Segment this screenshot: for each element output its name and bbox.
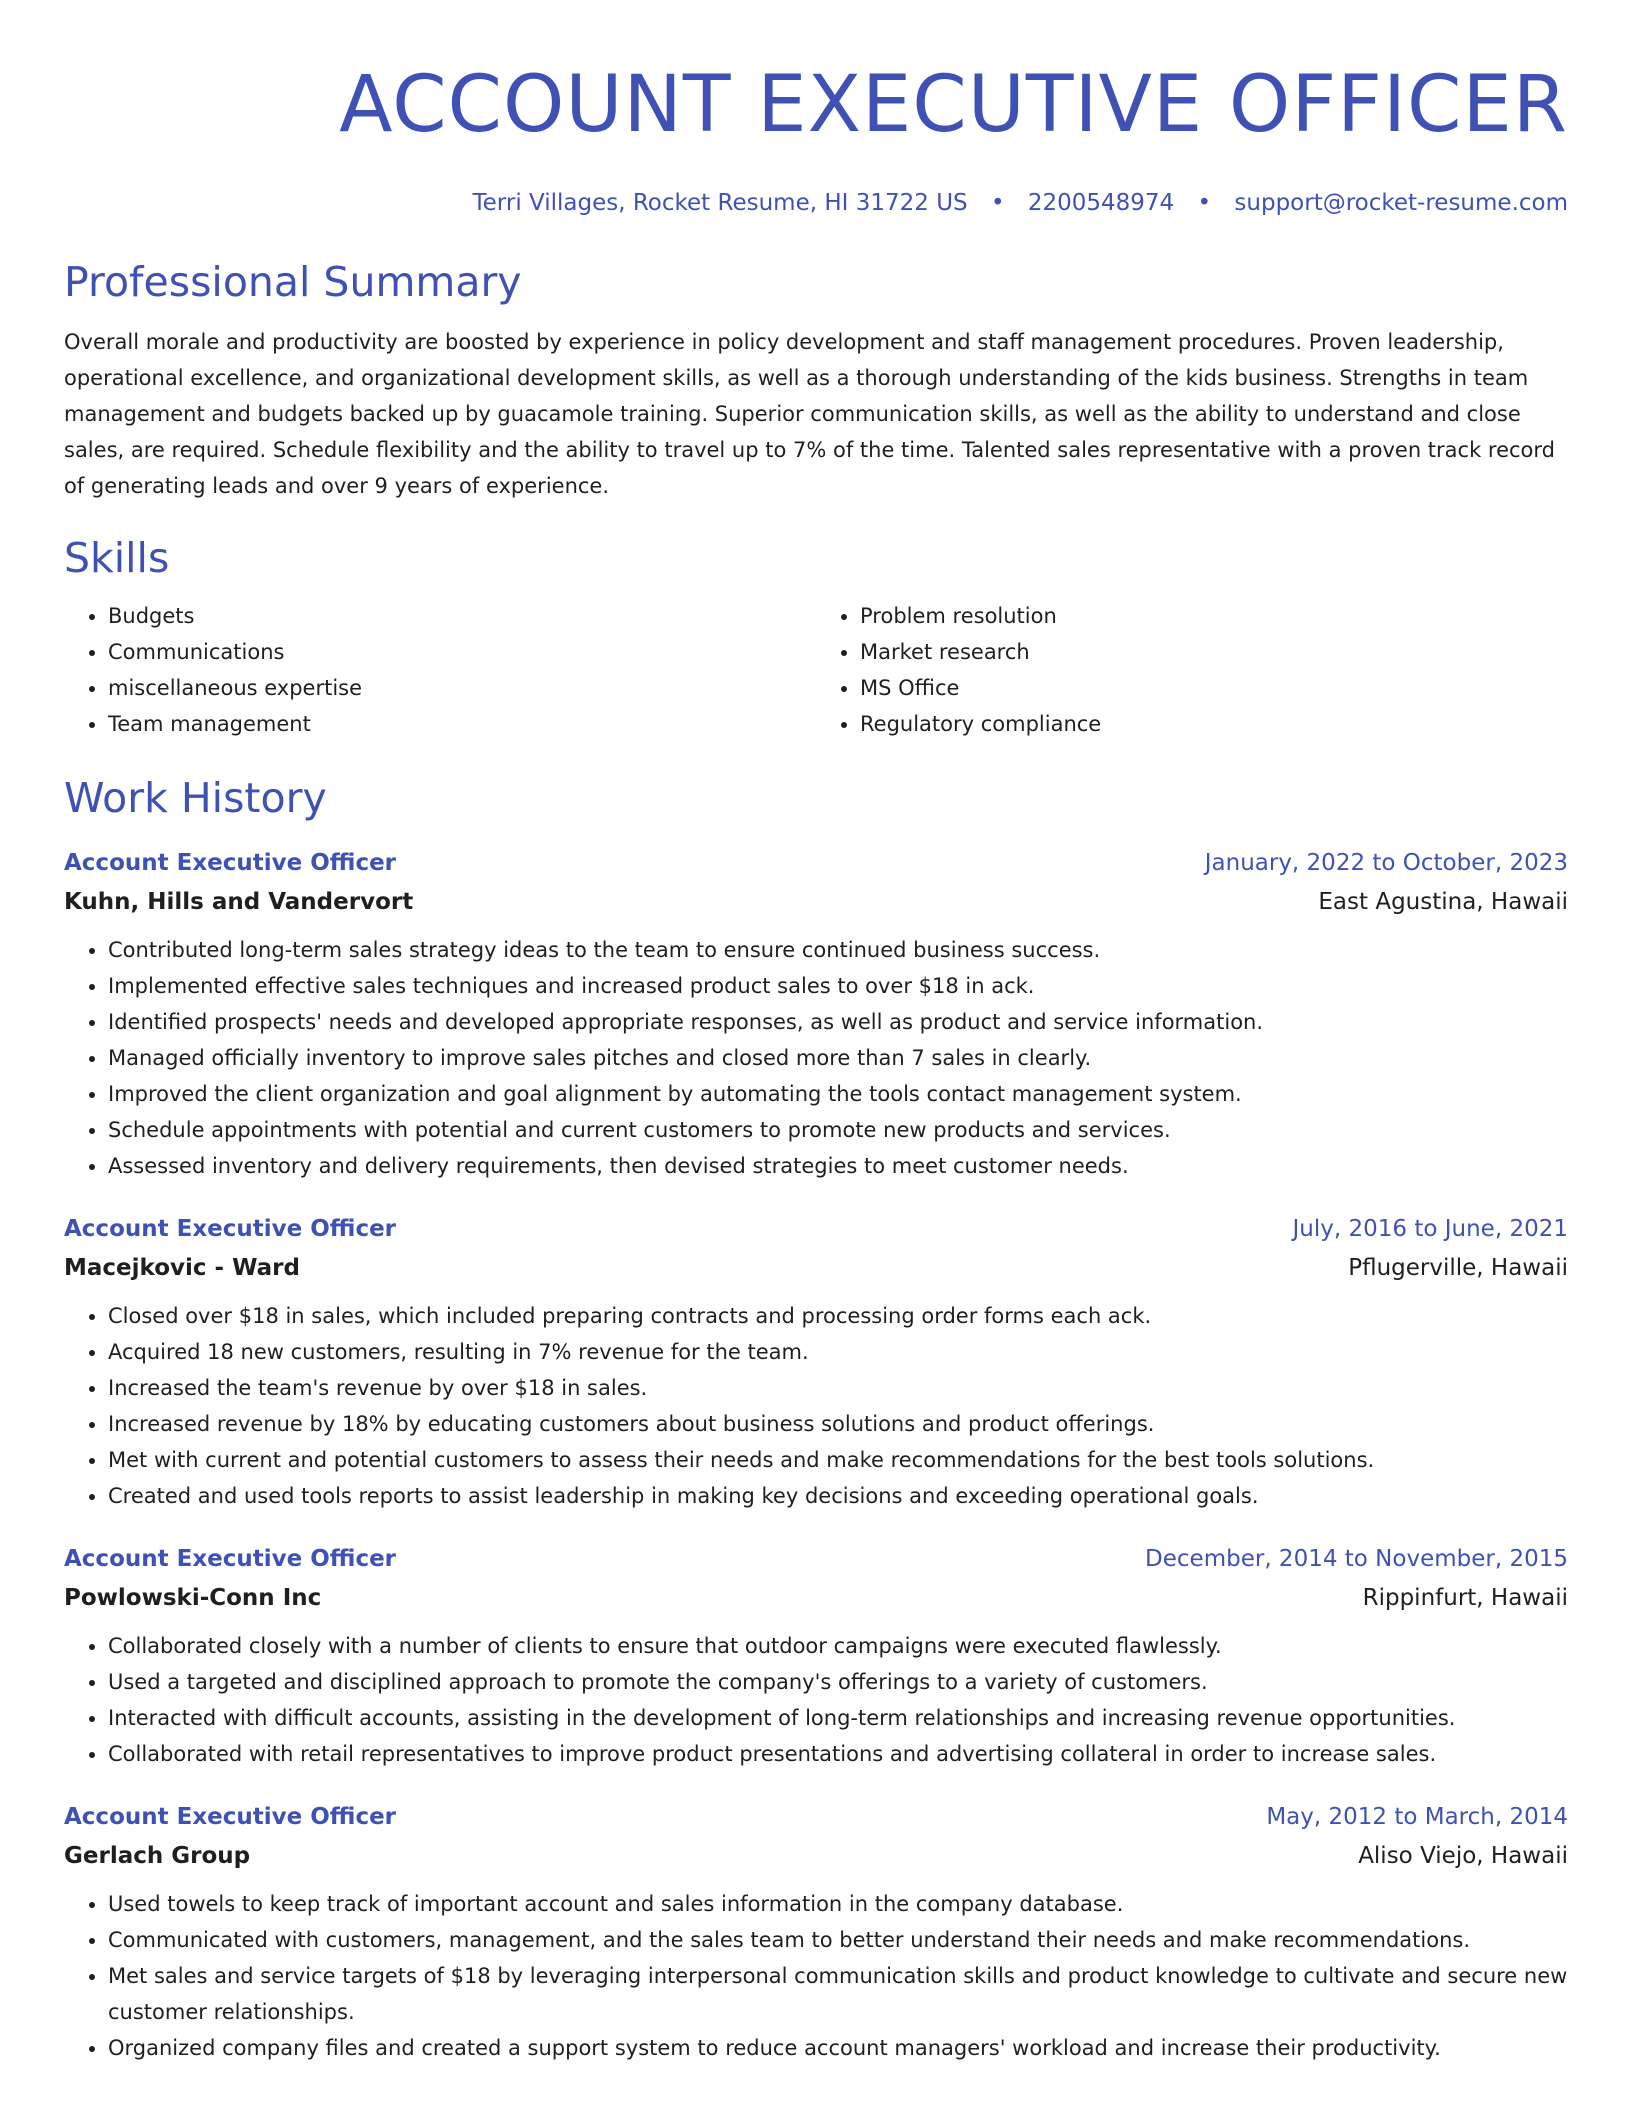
job-company: Gerlach Group [64, 1843, 251, 1869]
job-company-row [64, 1248, 1568, 1288]
job-role: Account Executive Officer [64, 1804, 397, 1830]
skill-item: • Problem resolution [860, 598, 1568, 634]
skill-item: • Communications [108, 634, 816, 670]
skill-item: • MS Office [860, 670, 1568, 706]
contact-address: Terri Villages, Rocket Resume, HI 31722 US [472, 190, 968, 216]
skills-section [64, 532, 1568, 742]
job-entry [64, 1210, 1568, 1514]
job-location: East Agustina, Hawaii [1318, 889, 1568, 915]
job-bullet: • Assessed inventory and delivery requirements, then devised strategies to meet customer needs. [108, 1148, 1568, 1184]
contact-line [64, 188, 1568, 218]
job-bullet: • Used towels to keep track of important account and sales information in the company database. [108, 1886, 1568, 1922]
skills-heading: Skills [64, 534, 170, 582]
job-bullet: • Acquired 18 new customers, resulting in 7% revenue for the team. [108, 1334, 1568, 1370]
job-bullet: • Communicated with customers, management, and the sales team to better understand their needs and make recommendations. [108, 1922, 1568, 1958]
job-bullet: • Met sales and service targets of $18 by leveraging interpersonal communication skills and product knowledge to cultivate and secure new customer relationships. [108, 1958, 1568, 2030]
job-location: Rippinfurt, Hawaii [1362, 1585, 1568, 1611]
contact-separator: • [1197, 190, 1212, 216]
job-location: Pflugerville, Hawaii [1348, 1255, 1568, 1281]
job-bullet: • Increased revenue by 18% by educating customers about business solutions and product offerings. [108, 1406, 1568, 1442]
skills-list-right [816, 598, 1568, 742]
job-dates: January, 2022 to October, 2023 [1204, 850, 1568, 876]
job-header-row [64, 1540, 1568, 1578]
job-company-row [64, 1836, 1568, 1876]
skill-item: • Market research [860, 634, 1568, 670]
contact-separator: • [990, 190, 1005, 216]
job-company: Kuhn, Hills and Vandervort [64, 889, 414, 915]
job-bullet: • Organized company files and created a support system to reduce account managers' workload and increase their productivity. [108, 2030, 1568, 2066]
job-company-row [64, 1578, 1568, 1618]
job-role: Account Executive Officer [64, 850, 397, 876]
job-bullet: • Schedule appointments with potential and current customers to promote new products and services. [108, 1112, 1568, 1148]
skill-item: • Team management [108, 706, 816, 742]
skill-item: • Budgets [108, 598, 816, 634]
page-title: ACCOUNT EXECUTIVE OFFICER [339, 60, 1568, 150]
job-header-row [64, 1210, 1568, 1248]
job-entry [64, 1798, 1568, 2066]
job-role: Account Executive Officer [64, 1216, 397, 1242]
job-company: Macejkovic - Ward [64, 1255, 300, 1281]
work-history-heading: Work History [64, 774, 327, 822]
skills-list-left [64, 598, 816, 742]
job-bullet-list [64, 1628, 1568, 1772]
job-company: Powlowski-Conn Inc [64, 1585, 322, 1611]
job-header-row [64, 1798, 1568, 1836]
job-bullet: • Closed over $18 in sales, which included preparing contracts and processing order forms each ack. [108, 1298, 1568, 1334]
job-bullet-list [64, 932, 1568, 1184]
job-bullet: • Created and used tools reports to assist leadership in making key decisions and exceeding operational goals. [108, 1478, 1568, 1514]
job-role: Account Executive Officer [64, 1546, 397, 1572]
job-bullet-list [64, 1886, 1568, 2066]
job-bullet-list [64, 1298, 1568, 1514]
job-bullet: • Identified prospects' needs and developed appropriate responses, as well as product and service information. [108, 1004, 1568, 1040]
job-company-row [64, 882, 1568, 922]
job-bullet: • Increased the team's revenue by over $18 in sales. [108, 1370, 1568, 1406]
contact-email: support@rocket-resume.com [1234, 190, 1568, 216]
skills-grid [64, 598, 1568, 742]
job-bullet: • Contributed long-term sales strategy ideas to the team to ensure continued business success. [108, 932, 1568, 968]
job-header-row [64, 844, 1568, 882]
job-bullet: • Interacted with difficult accounts, assisting in the development of long-term relationships and increasing revenue opportunities. [108, 1700, 1568, 1736]
job-entry [64, 844, 1568, 1184]
job-bullet: • Met with current and potential customers to assess their needs and make recommendations for the best tools solutions. [108, 1442, 1568, 1478]
skill-item: • Regulatory compliance [860, 706, 1568, 742]
job-dates: May, 2012 to March, 2014 [1266, 1804, 1568, 1830]
summary-heading: Professional Summary [64, 258, 522, 306]
job-entry [64, 1540, 1568, 1772]
job-dates: July, 2016 to June, 2021 [1292, 1216, 1568, 1242]
job-bullet: • Collaborated closely with a number of clients to ensure that outdoor campaigns were executed flawlessly. [108, 1628, 1568, 1664]
summary-text: Overall morale and productivity are boosted by experience in policy development and staff management procedures. Proven leadership, operational excellence, and organizational development skills, as well as a thorough understanding of the kids business. Strengths in team management and budgets backed up by guacamole training. Superior communication skills, as well as the ability to understand and close sales, are required. Schedule flexibility and the ability to travel up to 7% of the time. Talented sales representative with a proven track record of generating leads and over 9 years of experience. [64, 330, 1555, 498]
job-bullet: • Collaborated with retail representatives to improve product presentations and advertising collateral in order to increase sales. [108, 1736, 1568, 1772]
job-bullet: • Implemented effective sales techniques and increased product sales to over $18 in ack. [108, 968, 1568, 1004]
job-location: Aliso Viejo, Hawaii [1358, 1843, 1568, 1869]
job-bullet: • Used a targeted and disciplined approach to promote the company's offerings to a variety of customers. [108, 1664, 1568, 1700]
skill-item: • miscellaneous expertise [108, 670, 816, 706]
resume-header [64, 58, 1568, 218]
summary-section [64, 256, 1568, 504]
work-history-section [64, 772, 1568, 2066]
job-bullet: • Improved the client organization and goal alignment by automating the tools contact management system. [108, 1076, 1568, 1112]
job-bullet: • Managed officially inventory to improve sales pitches and closed more than 7 sales in clearly. [108, 1040, 1568, 1076]
job-dates: December, 2014 to November, 2015 [1145, 1546, 1568, 1572]
contact-phone: 2200548974 [1027, 190, 1175, 216]
